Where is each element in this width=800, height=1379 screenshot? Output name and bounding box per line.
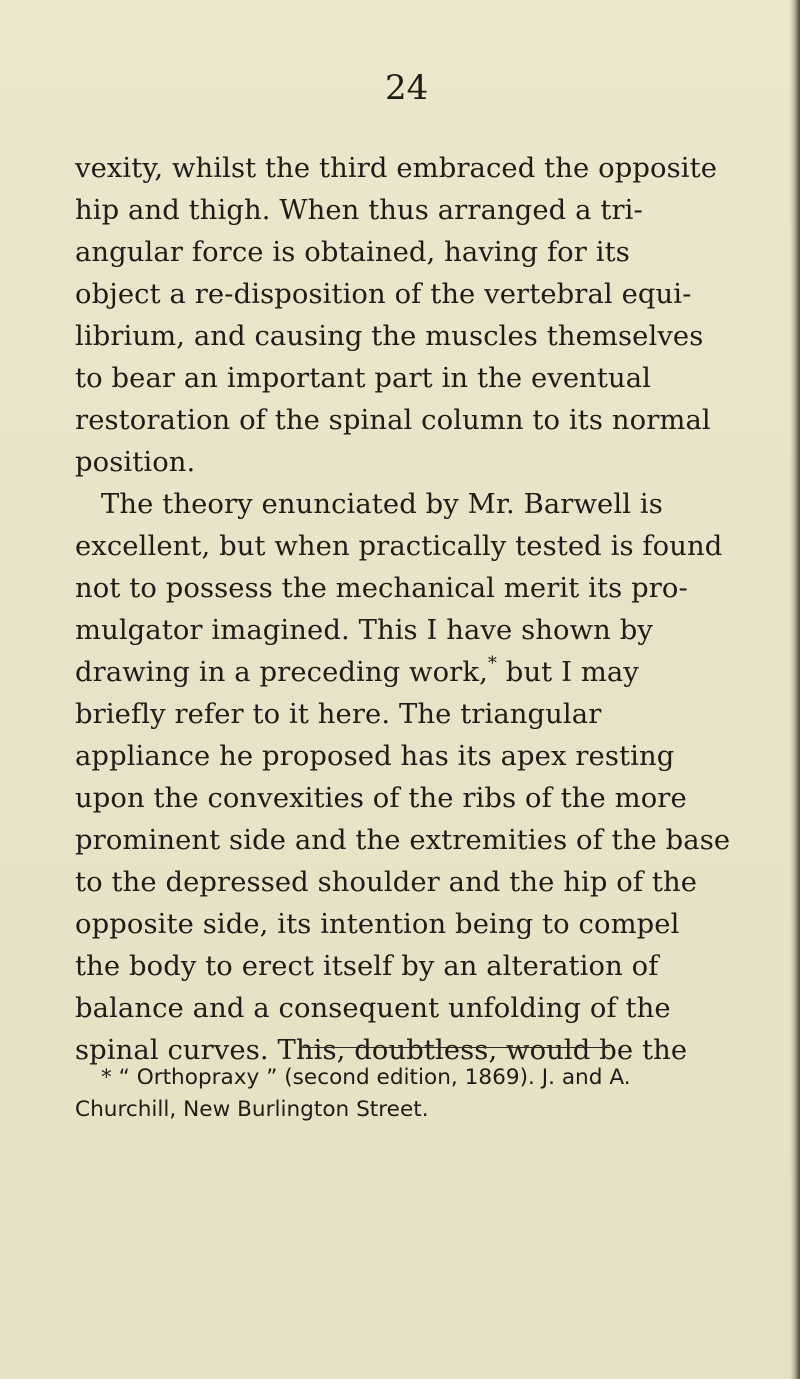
text-line-with-footnote xyxy=(75,652,790,694)
text-line-head: drawing in a preceding work, xyxy=(75,657,488,688)
text-line: restoration of the spinal column to its normal xyxy=(75,405,711,436)
text-line: excellent, but when practically tested is found xyxy=(75,531,723,562)
footnote xyxy=(75,1062,790,1126)
text-line: briefly refer to it here. The triangular xyxy=(75,699,602,730)
text-line: to the depressed shoulder and the hip of the xyxy=(75,867,698,898)
footnote-line: Churchill, New Burlington Street. xyxy=(75,1097,429,1122)
text-line: to bear an important part in the eventual xyxy=(75,363,652,394)
footnote-line: * “ Orthopraxy ” (second edition, 1869). J. and A. xyxy=(101,1065,631,1090)
text-line: vexity, whilst the third embraced the opposite xyxy=(75,153,718,184)
footnote-marker: * xyxy=(487,653,497,674)
page-number: 24 xyxy=(385,68,429,108)
footnote-divider xyxy=(303,1047,610,1048)
text-line: balance and a consequent unfolding of the xyxy=(75,993,671,1024)
text-line-tail: but I may xyxy=(497,657,639,688)
text-line: object a re-disposition of the vertebral equi- xyxy=(75,279,692,310)
text-line: opposite side, its intention being to compel xyxy=(75,909,680,940)
text-line: angular force is obtained, having for its xyxy=(75,237,630,268)
text-line: spinal curves. This, doubtless, would be the xyxy=(75,1035,688,1066)
text-line: appliance he proposed has its apex resting xyxy=(75,741,675,772)
body-text xyxy=(75,148,790,1072)
text-line: mulgator imagined. This I have shown by xyxy=(75,615,653,646)
paragraph-start-line: The theory enunciated by Mr. Barwell is xyxy=(101,489,663,520)
text-line: prominent side and the extremities of the base xyxy=(75,825,731,856)
text-line: the body to erect itself by an alteration of xyxy=(75,951,659,982)
text-line: upon the convexities of the ribs of the more xyxy=(75,783,687,814)
text-line: librium, and causing the muscles themselves xyxy=(75,321,704,352)
text-line: position. xyxy=(75,447,196,478)
page-edge-shadow xyxy=(790,0,800,1379)
text-line: hip and thigh. When thus arranged a tri- xyxy=(75,195,643,226)
text-line: not to possess the mechanical merit its pro- xyxy=(75,573,688,604)
